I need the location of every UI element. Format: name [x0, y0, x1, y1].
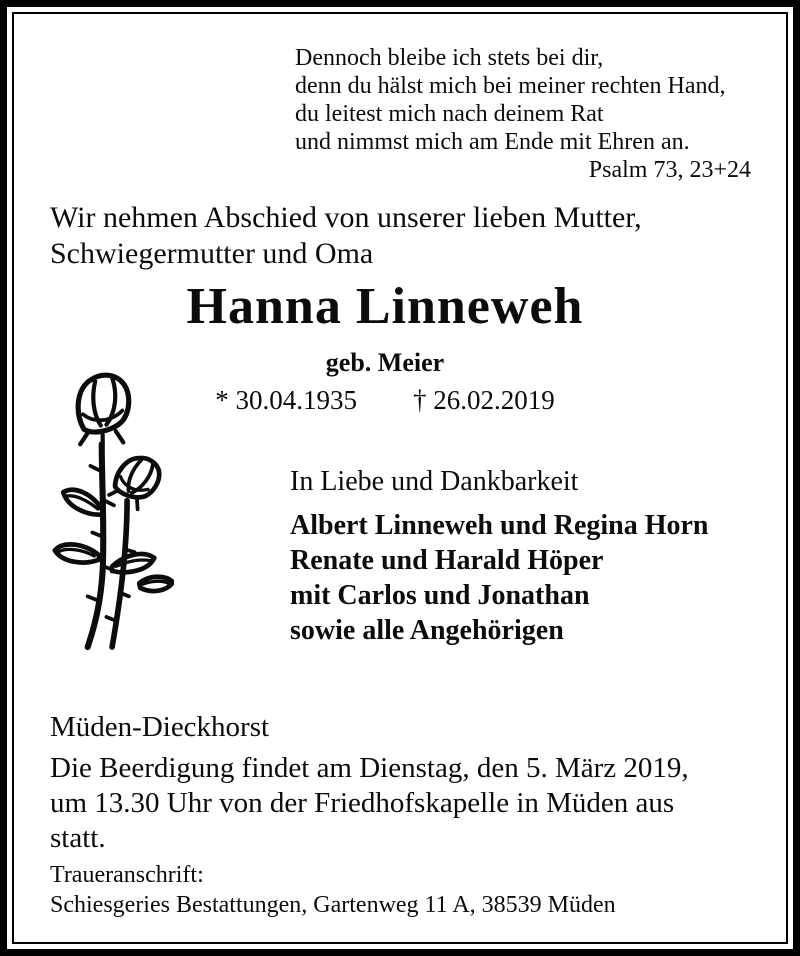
birth-date: * 30.04.1935	[215, 385, 357, 415]
maiden-name: geb. Meier	[325, 348, 445, 377]
death-date: † 26.02.2019	[413, 385, 555, 415]
location-line: Müden-Dieckhorst	[50, 711, 270, 743]
psalm-quote-lines: Dennoch bleibe ich stets bei dir, denn du hälst mich bei meiner rechten Hand, du leitest mich nach deinem Rat und nimmst mich am Ende mit Ehren an.	[295, 45, 726, 155]
deceased-name: Hanna Linneweh	[186, 278, 584, 335]
mourning-address: Schiesgeries Bestattungen, Gartenweg 11 A, 38539 Müden	[50, 892, 616, 918]
mourning-address-label: Traueranschrift:	[50, 862, 204, 888]
funeral-details: Die Beerdigung findet am Dienstag, den 5. März 2019, um 13.30 Uhr von der Friedhofskapelle in Müden aus statt.	[50, 752, 689, 854]
psalm-quote	[295, 44, 751, 184]
psalm-attribution: Psalm 73, 23+24	[588, 157, 751, 183]
rose-icon	[52, 368, 174, 652]
closing-line: In Liebe und Dankbarkeit	[290, 466, 579, 497]
farewell-intro: Wir nehmen Abschied von unserer lieben Mutter, Schwiegermutter und Oma	[50, 201, 642, 270]
mourners-list: Albert Linneweh und Regina Horn Renate und Harald Höper mit Carlos und Jonathan sowie alle Angehörigen	[290, 510, 709, 646]
